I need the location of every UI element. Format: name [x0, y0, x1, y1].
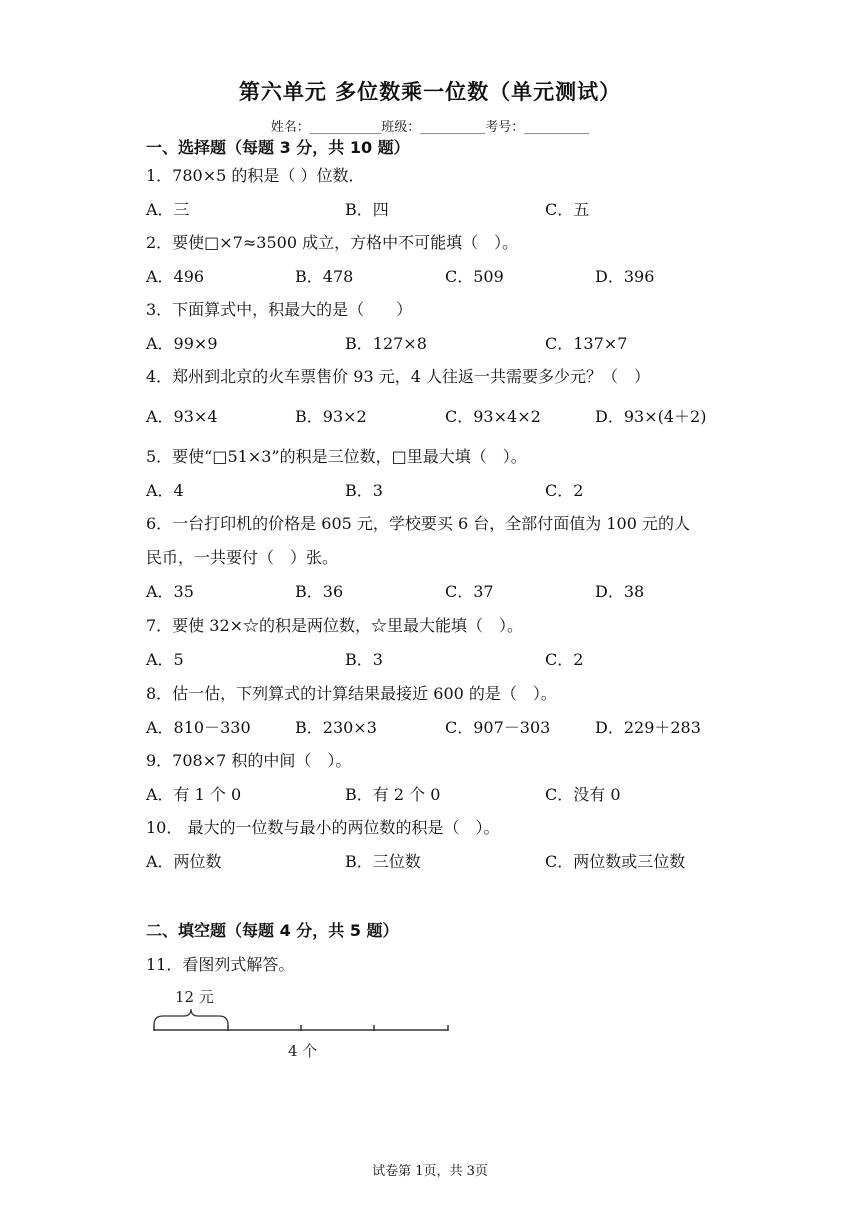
- brace-shape: [154, 1009, 228, 1025]
- q4-option-d: D．93×(4＋2): [595, 407, 707, 426]
- q5-option-b: B．3: [345, 481, 383, 500]
- question-1: 1．780×5 的积是（ ）位数．: [146, 166, 365, 185]
- q7-option-a: A．5: [146, 650, 184, 669]
- question-6: 6．一台打印机的价格是 605 元，学校要买 6 台，全部付面值为 100 元的人: [146, 514, 690, 533]
- q10-option-b: B．三位数: [345, 852, 421, 871]
- q4-option-a: A．93×4: [146, 407, 218, 426]
- diagram-bottom-label: 4 个: [288, 1042, 318, 1060]
- q9-option-a: A．有 1 个 0: [146, 785, 242, 804]
- question-4: 4．郑州到北京的火车票售价 93 元，4 人往返一共需要多少元？（ ）: [146, 367, 650, 386]
- question-11: 11．看图列式解答。: [146, 955, 295, 974]
- question-10: 10． 最大的一位数与最小的两位数的积是（ ）。: [146, 818, 500, 837]
- q3-option-a: A．99×9: [146, 334, 218, 353]
- q8-option-d: D．229＋283: [595, 718, 701, 737]
- q2-option-b: B．478: [295, 267, 354, 286]
- q10-option-a: A．两位数: [146, 852, 222, 871]
- q6-option-b: B．36: [295, 582, 344, 601]
- student-info-line: 姓名：___________班级：__________考号：__________: [270, 120, 590, 135]
- q5-option-a: A．4: [146, 481, 184, 500]
- q3-option-c: C．137×7: [545, 334, 628, 353]
- q6-option-d: D．38: [595, 582, 645, 601]
- q4-option-b: B．93×2: [295, 407, 367, 426]
- question-8: 8．估一估，下列算式的计算结果最接近 600 的是（ ）。: [146, 684, 557, 703]
- question-7: 7．要使 32×☆的积是两位数，☆里最大能填（ ）。: [146, 616, 524, 635]
- q1-option-b: B．四: [345, 200, 389, 219]
- q2-option-a: A．496: [146, 267, 205, 286]
- q8-option-a: A．810－330: [146, 718, 251, 737]
- q1-option-c: C．五: [545, 200, 590, 219]
- section-heading-choice: 一、选择题（每题 3 分，共 10 题）: [146, 138, 410, 157]
- q7-option-b: B．3: [345, 650, 383, 669]
- q8-option-c: C．907－303: [445, 718, 551, 737]
- segment-diagram: [146, 985, 456, 1065]
- q3-option-b: B．127×8: [345, 334, 427, 353]
- question-6-continued: 民币，一共要付（ ）张。: [146, 548, 339, 567]
- q7-option-c: C．2: [545, 650, 584, 669]
- q8-option-b: B．230×3: [295, 718, 377, 737]
- question-3: 3．下面算式中，积最大的是（ ）: [146, 300, 413, 319]
- q1-option-a: A．三: [146, 200, 190, 219]
- q5-option-c: C．2: [545, 481, 584, 500]
- q2-option-d: D．396: [595, 267, 655, 286]
- q4-option-c: C．93×4×2: [445, 407, 541, 426]
- question-9: 9．708×7 积的中间（ ）。: [146, 751, 352, 770]
- q6-option-c: C．37: [445, 582, 494, 601]
- section-heading-fill: 二、填空题（每题 4 分，共 5 题）: [146, 921, 399, 940]
- page-title: 第六单元 多位数乘一位数（单元测试）: [238, 80, 622, 104]
- q9-option-c: C．没有 0: [545, 785, 621, 804]
- page-footer: 试卷第 1页，共 3页: [372, 1164, 488, 1179]
- question-2: 2．要使□×7≈3500 成立，方格中不可能填（ ）。: [146, 233, 519, 252]
- q2-option-c: C．509: [445, 267, 504, 286]
- diagram-top-label: 12 元: [175, 988, 214, 1006]
- q9-option-b: B．有 2 个 0: [345, 785, 441, 804]
- question-5: 5．要使“□51×3”的积是三位数，□里最大填（ ）。: [146, 447, 527, 466]
- q6-option-a: A．35: [146, 582, 194, 601]
- q10-option-c: C．两位数或三位数: [545, 852, 686, 871]
